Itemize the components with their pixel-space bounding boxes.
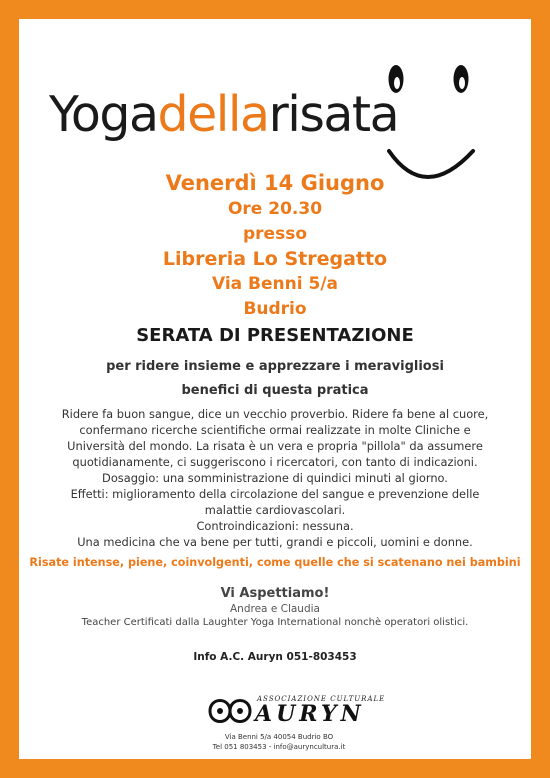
title-della: della bbox=[157, 86, 269, 143]
hosts-names: Andrea e Claudia bbox=[230, 603, 320, 615]
body-line: Una medicina che va bene per tutti, grandi e piccoli, uomini e donne. bbox=[77, 535, 473, 549]
event-date: Venerdì 14 Giugno bbox=[165, 171, 385, 195]
section-heading: SERATA DI PRESENTAZIONE bbox=[136, 325, 414, 346]
welcome-text: Vi Aspettiamo! bbox=[220, 586, 330, 601]
event-presso: presso bbox=[243, 224, 307, 244]
body-line: Dosaggio: una somministrazione di quindici minuti al giorno. bbox=[102, 471, 448, 485]
subheading-line: benefici di questa pratica bbox=[181, 383, 369, 398]
event-time: Ore 20.30 bbox=[227, 199, 323, 219]
body-line: Università del mondo. La risata è un vera e propria "pillola" da assumere bbox=[67, 439, 483, 453]
event-city: Budrio bbox=[243, 299, 307, 319]
page-title bbox=[49, 75, 398, 155]
info-contact: Info A.C. Auryn 051-803453 bbox=[193, 651, 357, 663]
event-place: Libreria Lo Stregatto bbox=[162, 248, 388, 270]
body-line: Effetti: miglioramento della circolazione del sangue e prevenzione delle bbox=[70, 487, 480, 501]
body-line: Controindicazioni: nessuna. bbox=[196, 519, 354, 533]
logo-association-label: ASSOCIAZIONE CULTURALE bbox=[257, 695, 386, 703]
body-line: confermano ricerche scientifiche ormai realizzate in molte Cliniche e bbox=[79, 423, 471, 437]
teacher-note: Teacher Certificati dalla Laughter Yoga International nonchè operatori olistici. bbox=[81, 617, 469, 628]
title-yoga: Yoga bbox=[49, 86, 158, 143]
poster bbox=[19, 19, 531, 759]
body-text bbox=[19, 406, 531, 550]
tagline: Risate intense, piene, coinvolgenti, come quelle che si scatenano nei bambini bbox=[29, 556, 521, 569]
logo-name: AURYN bbox=[255, 701, 365, 727]
subheading-line: per ridere insieme e apprezzare i meravigliosi bbox=[106, 359, 444, 374]
event-street: Via Benni 5/a bbox=[211, 274, 339, 294]
logo-contact: Tel 051 803453 - info@auryncultura.it bbox=[212, 743, 346, 751]
logo-address: Via Benni 5/a 40054 Budrio BO bbox=[224, 733, 334, 741]
body-line: malattie cardiovascolari. bbox=[204, 503, 346, 517]
body-line: Ridere fa buon sangue, dice un vecchio proverbio. Ridere fa bene al cuore, bbox=[61, 407, 489, 421]
body-line: quotidianamente, ci suggeriscono i ricercatori, con tanto di indicazioni. bbox=[72, 455, 478, 469]
auryn-logo-icon bbox=[205, 691, 255, 731]
title-risata: risata bbox=[268, 86, 399, 143]
